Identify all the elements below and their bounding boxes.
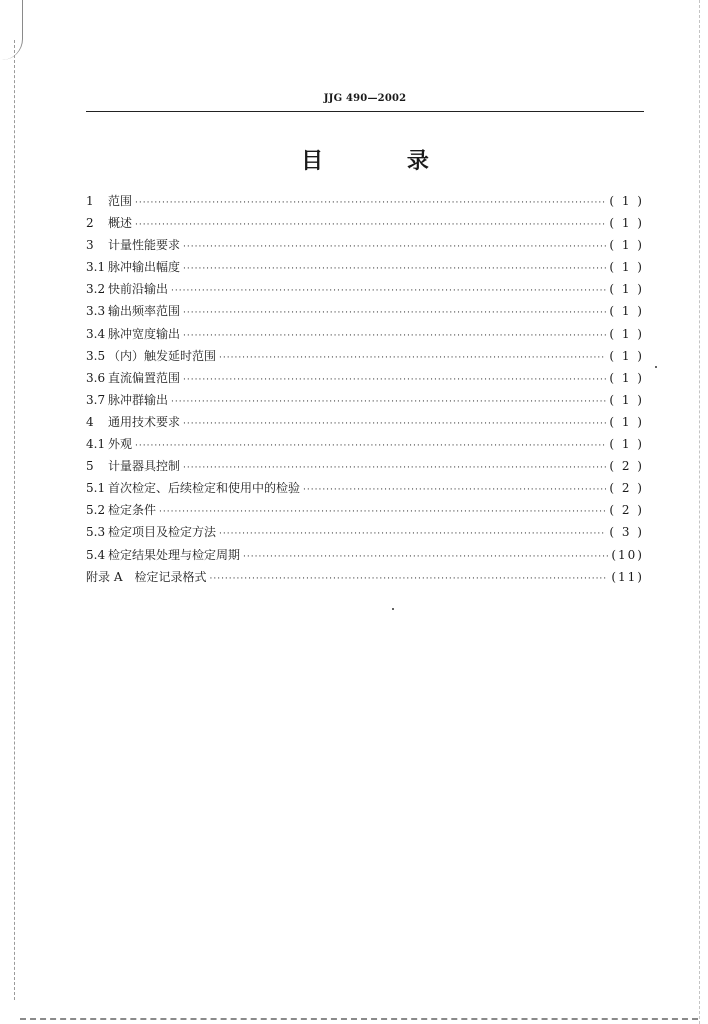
toc-entry[interactable] [86,499,644,521]
toc-entry-number: 3.4 [86,326,106,341]
toc-entry-title: 脉冲输出幅度 [108,260,181,275]
toc-entry-number: 3.6 [86,370,106,385]
dot-leader [183,457,606,479]
toc-entry-page: (11) [611,569,644,584]
toc-entry-title: 首次检定、后续检定和使用中的检验 [108,481,301,496]
toc-entry-title: 直流偏置范围 [108,370,181,385]
toc-entry-page: ( 1 ) [609,238,644,253]
dot-leader [183,302,606,324]
scan-edge-bottom [20,1018,698,1020]
toc-entry-title: 检定项目及检定方法 [108,525,217,540]
toc-entry-number: 1 [86,194,94,208]
table-of-contents [86,190,644,588]
dot-leader [183,413,606,435]
toc-entry-title: 检定结果处理与检定周期 [108,547,241,562]
scan-speck [392,608,394,610]
toc-entry-page: ( 1 ) [609,437,644,452]
toc-entry-page: ( 1 ) [609,304,644,319]
toc-entry-title: 脉冲群输出 [108,392,169,407]
toc-entry[interactable] [86,367,644,389]
toc-entry-title: 快前沿输出 [108,282,169,297]
toc-entry[interactable] [86,345,644,367]
toc-entry[interactable] [86,323,644,345]
toc-entry-page: ( 1 ) [609,260,644,275]
toc-entry-page: ( 3 ) [609,525,644,540]
dot-leader [183,325,606,347]
toc-entry[interactable] [86,300,644,322]
toc-entry-number: 4.1 [86,437,106,452]
toc-entry-title: 概述 [108,216,133,231]
toc-entry-number: 3.7 [86,392,106,407]
dot-leader [159,501,606,523]
dot-leader [183,258,606,280]
dot-leader [183,236,606,258]
toc-entry-title: 外观 [108,437,133,452]
scan-edge-right [699,0,700,1024]
toc-entry[interactable] [86,433,644,455]
toc-entry-page: ( 1 ) [609,282,644,297]
toc-entry-page: ( 1 ) [609,392,644,407]
toc-entry[interactable] [86,256,644,278]
toc-entry-title: 脉冲宽度输出 [108,326,181,341]
toc-entry-title: 计量性能要求 [108,238,181,253]
toc-entry-appendix[interactable] [86,566,644,588]
toc-entry-number: 3.5 [86,348,106,363]
dot-leader [303,479,606,501]
toc-entry-title: 计量器具控制 [108,459,181,474]
scan-edge-curve [2,0,23,60]
toc-entry-page: ( 1 ) [609,414,644,429]
dot-leader [171,280,606,302]
scan-speck [655,366,657,368]
dot-leader [135,192,606,214]
toc-entry-number: 3 [86,238,94,253]
dot-leader [219,347,606,369]
toc-entry[interactable] [86,190,644,212]
toc-entry-title: （内）触发延时范围 [108,348,217,363]
toc-entry[interactable] [86,521,644,543]
toc-entry-number: 5 [86,459,94,474]
toc-entry-page: ( 1 ) [609,216,644,231]
header-rule [86,111,644,112]
toc-entry-number: 3.3 [86,304,106,319]
toc-entry-number: 5.4 [86,547,106,562]
toc-entry-number: 4 [86,414,94,429]
toc-entry-number: 5.2 [86,503,106,518]
toc-entry[interactable] [86,212,644,234]
toc-entry-number: 3.2 [86,282,106,297]
toc-entry-title: 检定条件 [108,503,157,518]
toc-entry-page: ( 2 ) [609,459,644,474]
dot-leader [183,369,606,391]
dot-leader [209,568,608,590]
toc-entry-page: (10) [611,547,644,562]
dot-leader [171,391,606,413]
toc-entry[interactable] [86,477,644,499]
toc-entry-title: 输出频率范围 [108,304,181,319]
toc-entry[interactable] [86,234,644,256]
toc-entry-page: ( 1 ) [609,326,644,341]
toc-entry-number: 3.1 [86,260,106,275]
dot-leader [135,435,606,457]
dot-leader [243,546,608,568]
toc-entry[interactable] [86,544,644,566]
toc-entry[interactable] [86,411,644,433]
toc-entry-page: ( 1 ) [609,348,644,363]
dot-leader [135,214,606,236]
running-header: JJG 490—2002 [323,93,407,104]
page-title: 目 录 [301,149,467,174]
toc-entry-number: 5.3 [86,525,106,540]
toc-entry-page: ( 2 ) [609,503,644,518]
toc-entry[interactable] [86,278,644,300]
toc-entry-page: ( 1 ) [609,370,644,385]
toc-entry-title: 通用技术要求 [108,414,181,429]
toc-entry-page: ( 1 ) [609,194,644,208]
dot-leader [219,523,606,545]
scan-edge-left [14,40,15,1000]
toc-entry[interactable] [86,389,644,411]
toc-entry-number: 2 [86,216,94,231]
toc-entry-title: 范围 [108,194,133,208]
toc-entry[interactable] [86,455,644,477]
toc-entry-page: ( 2 ) [609,481,644,496]
toc-entry-title: 附录 A 检定记录格式 [86,569,207,584]
toc-entry-number: 5.1 [86,481,106,496]
